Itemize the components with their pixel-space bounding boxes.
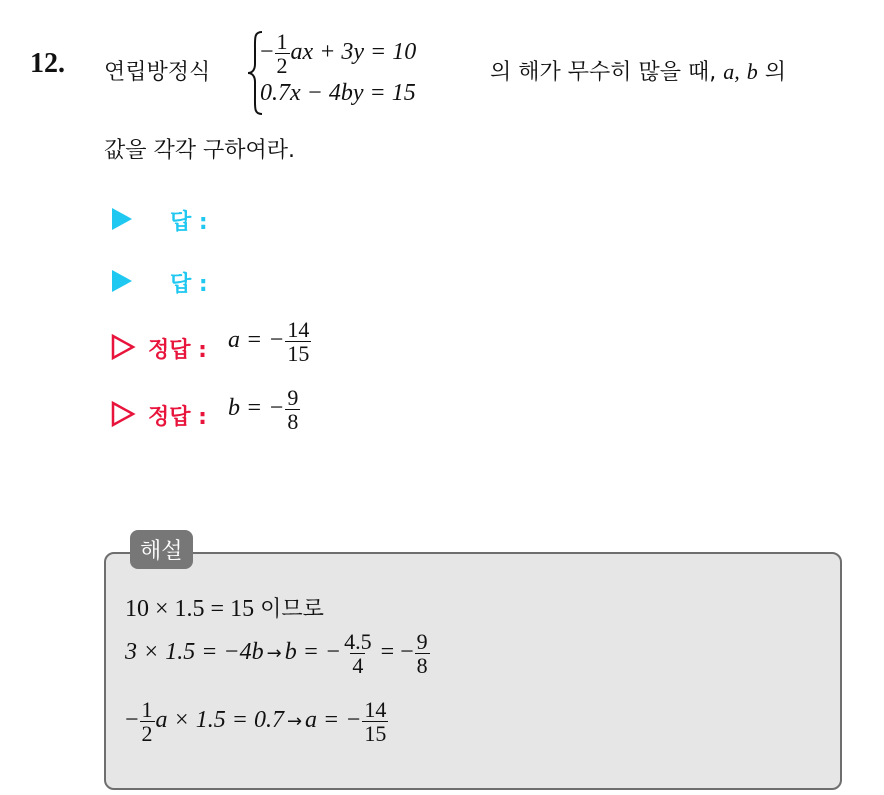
explanation-tag: 해설: [130, 530, 193, 569]
answer-label-2: 답 :: [170, 272, 208, 297]
question-line-2: 값을 각각 구하여라.: [104, 138, 295, 163]
question-tail: 의 해가 무수히 많을 때, a, b 의: [490, 59, 787, 85]
correct-triangle-icon: [110, 400, 136, 428]
answer-triangle-icon: [112, 208, 132, 230]
arrow-right-icon: →: [286, 711, 303, 733]
explanation-line-3: − $\frac{1}{2}$ a × 1.5 = 0.7 → a = − $\frac{14}{15}$: [125, 697, 387, 747]
answer-label-1: 답 :: [170, 210, 208, 235]
correct-triangle-icon: [110, 333, 136, 361]
correct-label-1: 정답 :: [148, 338, 207, 363]
question-lead: 연립방정식: [104, 60, 211, 85]
equation-2: 0.7x − 4by = 15: [260, 80, 416, 106]
arrow-right-icon: →: [266, 643, 282, 665]
correct-label-2: 정답 :: [148, 405, 207, 430]
correct-answer-b: b = − $\frac{9}{8}$: [228, 385, 299, 435]
explanation-line-1: 10 × 1.5 = 15 이므로: [125, 596, 324, 622]
correct-answer-a: a = − $\frac{14}{15}$: [228, 317, 310, 367]
question-number: 12.: [30, 48, 65, 79]
answer-triangle-icon: [112, 270, 132, 292]
explanation-line-2: 3 × 1.5 = −4b → b = − $\frac{4.5}{4}$ = − $\frac{9}{8}$: [125, 629, 428, 679]
equation-1: − $\frac{1}{2}$ ax + 3y = 10: [260, 29, 417, 79]
